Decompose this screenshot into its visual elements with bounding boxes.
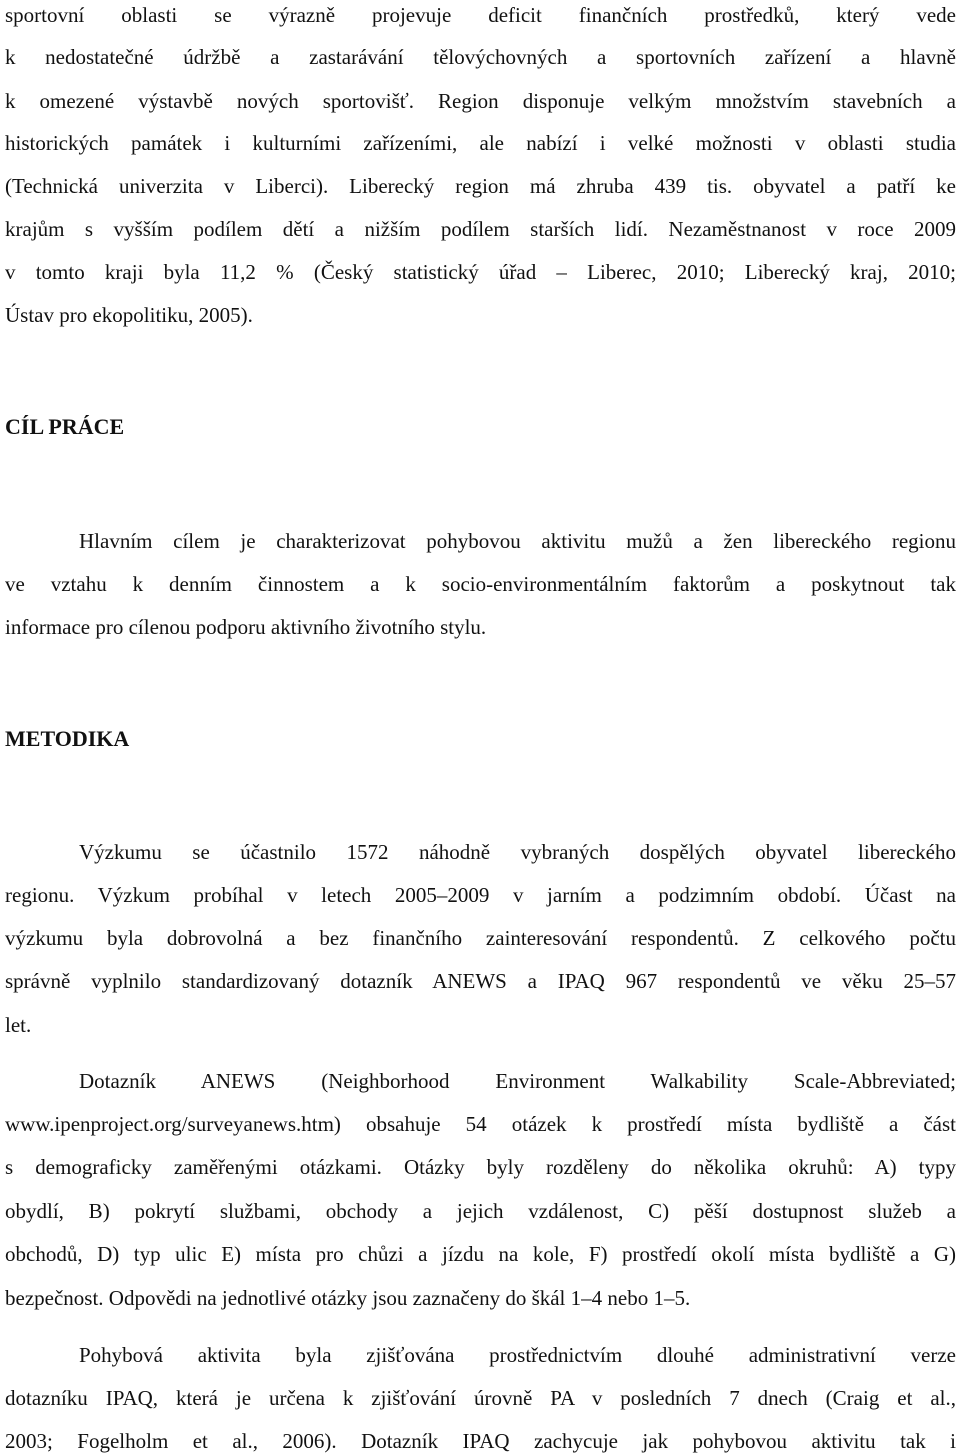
text-line: Pohybová aktivita byla zjišťována prostřednictvím dlouhé administrativní verze: [79, 1343, 956, 1367]
text-line: regionu. Výzkum probíhal v letech 2005–2009 v jarním a podzimním období. Účast na: [5, 883, 956, 907]
text-line: www.ipenproject.org/surveyanews.htm) obsahuje 54 otázek k prostředí místa bydliště a část: [5, 1112, 956, 1136]
text-line: Dotazník ANEWS (Neighborhood Environment Walkability Scale-Abbreviated;: [79, 1069, 956, 1093]
text-line: ve vztahu k denním činnostem a k socio-environmentálním faktorům a poskytnout tak: [5, 572, 956, 596]
text-line: dotazníku IPAQ, která je určena k zjišťování úrovně PA v posledních 7 dnech (Craig et al.,: [5, 1386, 956, 1410]
section-heading-metodika: METODIKA: [5, 726, 130, 751]
text-line: s demograficky zaměřenými otázkami. Otázky byly rozděleny do několika okruhů: A) typy: [5, 1155, 956, 1179]
text-line: obchodů, D) typ ulic E) místa pro chůzi a jízdu na kole, F) prostředí okolí místa bydliště a G): [5, 1242, 956, 1266]
text-line: správně vyplnilo standardizovaný dotazník ANEWS a IPAQ 967 respondentů ve věku 25–57: [5, 969, 956, 993]
section-heading-cil-prace: CÍL PRÁCE: [5, 414, 125, 439]
text-line: 2003; Fogelholm et al., 2006). Dotazník IPAQ zachycuje jak pohybovou aktivitu tak i: [5, 1429, 956, 1453]
text-line: bezpečnost. Odpovědi na jednotlivé otázky jsou zaznačeny do škál 1–4 nebo 1–5.: [5, 1286, 691, 1310]
text-line: Ústav pro ekopolitiku, 2005).: [5, 303, 253, 327]
text-line: let.: [5, 1013, 32, 1037]
text-line: k omezené výstavbě nových sportovišť. Region disponuje velkým množstvím stavebních a: [5, 89, 956, 113]
text-line: Hlavním cílem je charakterizovat pohybovou aktivitu mužů a žen libereckého regionu: [79, 529, 956, 553]
text-line: Výzkumu se účastnilo 1572 náhodně vybraných dospělých obyvatel libereckého: [79, 840, 956, 864]
text-line: informace pro cílenou podporu aktivního životního stylu.: [5, 615, 487, 639]
text-line: (Technická univerzita v Liberci). Liberecký region má zhruba 439 tis. obyvatel a patří ke: [5, 174, 956, 198]
text-line: historických památek i kulturními zařízeními, ale nabízí i velké možnosti v oblasti studia: [5, 131, 956, 155]
text-line: v tomto kraji byla 11,2 % (Český statistický úřad – Liberec, 2010; Liberecký kraj, 2010;: [5, 260, 956, 284]
text-line: výzkumu byla dobrovolná a bez finančního zainteresování respondentů. Z celkového počtu: [5, 926, 956, 950]
text-line: sportovní oblasti se výrazně projevuje deficit finančních prostředků, který vede: [5, 3, 956, 27]
text-line: obydlí, B) pokrytí službami, obchody a jejich vzdálenost, C) pěší dostupnost služeb a: [5, 1199, 956, 1223]
text-line: krajům s vyšším podílem dětí a nižším podílem starších lidí. Nezaměstnanost v roce 2009: [5, 217, 956, 241]
text-line: k nedostatečné údržbě a zastarávání tělovýchovných a sportovních zařízení a hlavně: [5, 45, 956, 69]
